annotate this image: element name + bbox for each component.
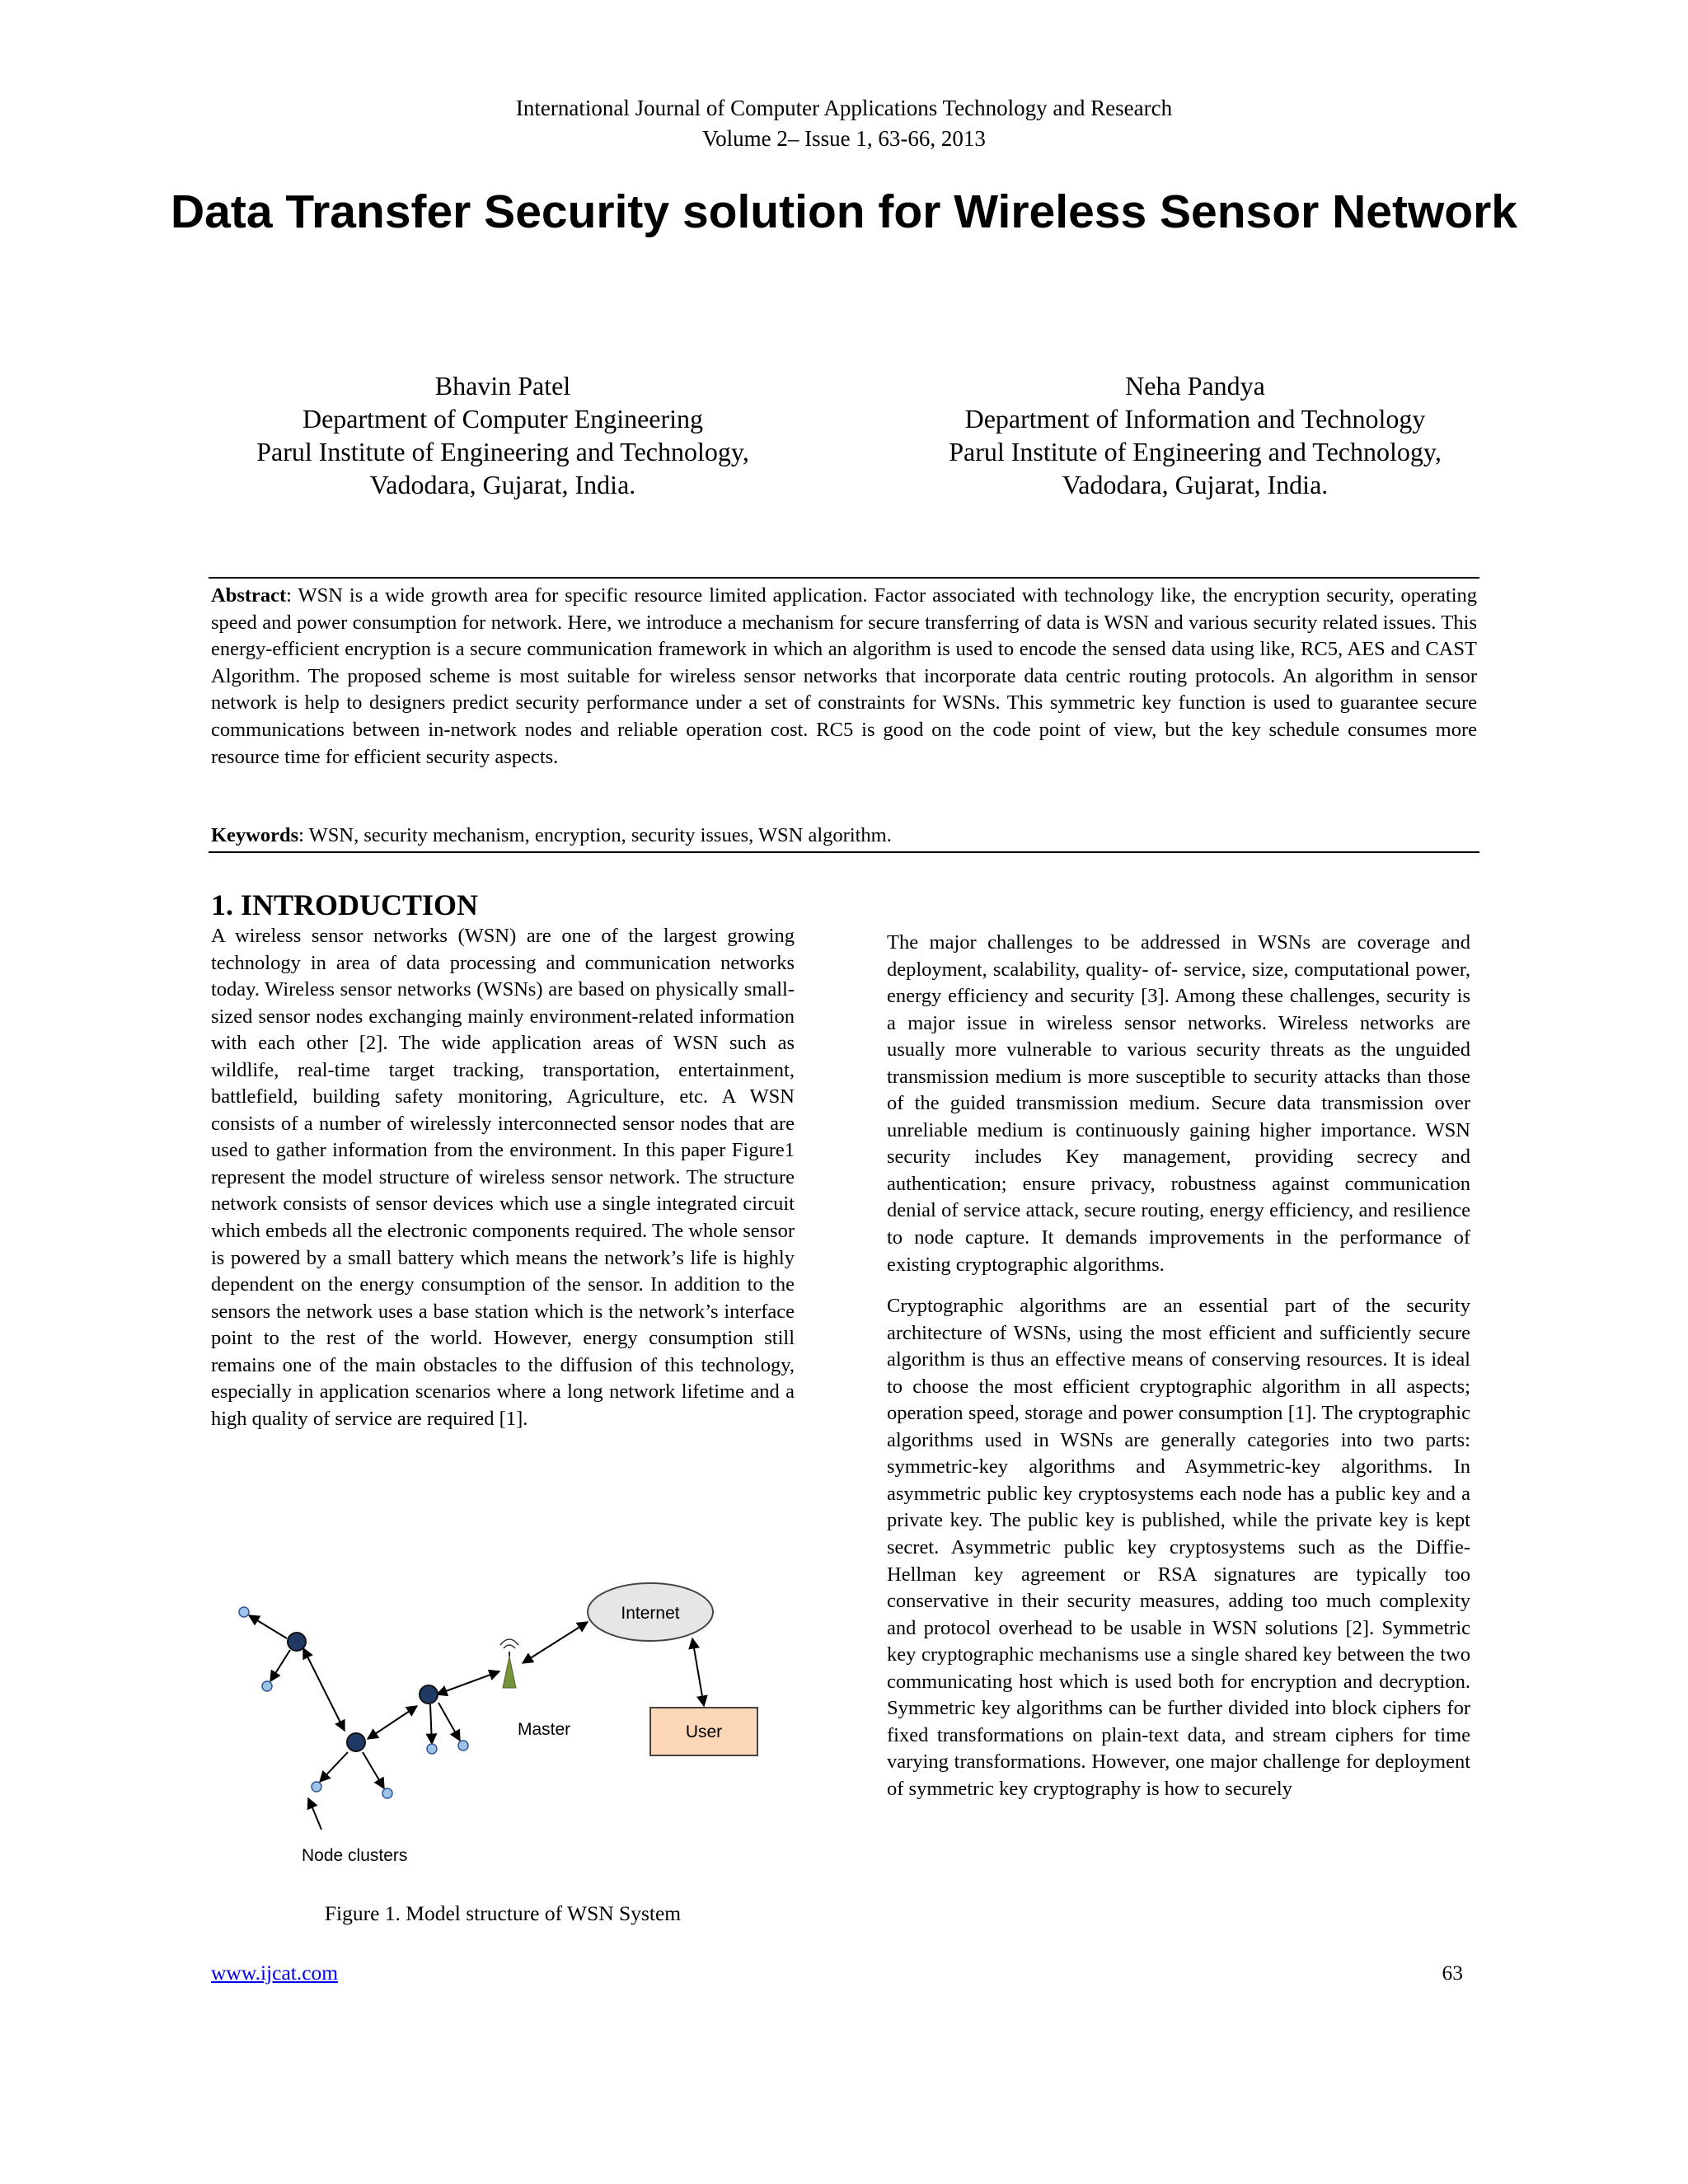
- author-name: Bhavin Patel: [434, 371, 571, 401]
- link-master-internet: [523, 1622, 588, 1663]
- journal-name: International Journal of Computer Applications Technology and Research: [515, 96, 1173, 120]
- author-location: Vadodara, Gujarat, India.: [1062, 470, 1329, 499]
- link-leaf: [249, 1615, 287, 1638]
- sensor-node: [458, 1741, 468, 1750]
- page-number: 63: [1442, 1961, 1463, 1985]
- link-cluster3-cluster2: [368, 1706, 417, 1739]
- right-column: [887, 930, 1470, 1818]
- user-label: User: [685, 1722, 723, 1741]
- master-label: Master: [518, 1720, 571, 1739]
- link-leaf: [438, 1703, 460, 1741]
- author-department: Department of Information and Technology: [964, 404, 1426, 434]
- sensor-node: [427, 1744, 437, 1754]
- link-leaf: [430, 1704, 432, 1744]
- sensor-node: [239, 1607, 249, 1617]
- abstract-text: : WSN is a wide growth area for specific resource limited application. Factor associated with technology like, the encryption security, operating speed and power consumption for network. Here, we introduce a mechanism for secure transferring of data is WSN and various security related issues. This energy-efficient encryption is a secure communication framework in which an algorithm is used to encode the sensed data using like, RC5, AES and CAST Algorithm. The proposed scheme is most suitable for wireless sensor networks that incorporate data centric routing protocols. An algorithm in sensor network is help to designers predict security performance under a set of constraints for WSNs. This symmetric key function is used to guarantee secure communications between in-network nodes and reliable operation cost. RC5 is good on the code point of view, but the key schedule consumes more resource time for efficient security aspects.: [211, 584, 1477, 768]
- link-internet-user: [692, 1638, 704, 1706]
- section-heading-introduction: 1. INTRODUCTION: [211, 888, 479, 921]
- journal-volume: Volume 2– Issue 1, 63-66, 2013: [702, 126, 986, 151]
- author-block-1: [198, 369, 808, 501]
- paper-title: Data Transfer Security solution for Wireless Sensor Network: [171, 185, 1517, 238]
- author-block-2: [874, 369, 1517, 501]
- left-column: [211, 923, 795, 1447]
- figure-1: [211, 1566, 795, 1879]
- wsn-diagram: [211, 1566, 795, 1879]
- keywords-label: Keywords: [211, 824, 299, 846]
- signal-icon: [500, 1639, 518, 1648]
- link-master-cluster3: [437, 1671, 499, 1694]
- author-location: Vadodara, Gujarat, India.: [369, 470, 636, 499]
- figure-caption: Figure 1. Model structure of WSN System: [324, 1901, 682, 1925]
- link-leaf: [320, 1752, 348, 1782]
- node-clusters-pointer: [308, 1798, 321, 1830]
- master-tower: [503, 1657, 516, 1688]
- intro-paragraph: A wireless sensor networks (WSN) are one of the largest growing technology in area of data processing and communication networks today. Wireless sensor networks (WSNs) are based on physically small-sized sensor nodes exchanging mainly environment-related information with each other [2]. The wide application areas of WSN such as wildlife, real-time target tracking, transportation, entertainment, battlefield, building safety monitoring, Agriculture, etc. A WSN consists of a number of wirelessly interconnected sensor nodes that are used to gather information from the environment. In this paper Figure1 represent the model structure of wireless sensor network. The structure network consists of sensor devices which use a single integrated circuit which embeds all the electronic components required. The whole sensor is powered by a small battery which means the network’s life is highly dependent on the energy consumption of the sensor. In addition to the sensors the network uses a base station which is the network’s interface point to the rest of the world. However, energy consumption still remains one of the main obstacles to the diffusion of this technology, especially in application scenarios where a long network lifetime and a high quality of service are required [1].: [211, 925, 795, 1430]
- sensor-node: [312, 1782, 321, 1792]
- author-department: Department of Computer Engineering: [302, 404, 704, 434]
- abstract-label: Abstract: [211, 584, 287, 607]
- journal-website-link[interactable]: www.ijcat.com: [211, 1961, 339, 1985]
- sensor-node: [262, 1681, 272, 1691]
- keywords: [211, 823, 1477, 849]
- link-cluster1-cluster2: [303, 1648, 345, 1731]
- keywords-text: : WSN, security mechanism, encryption, security issues, WSN algorithm.: [298, 824, 892, 846]
- cluster-head-node: [288, 1633, 306, 1651]
- internet-label: Internet: [621, 1604, 680, 1623]
- link-leaf: [270, 1650, 290, 1681]
- link-leaf: [363, 1752, 384, 1788]
- author-institute: Parul Institute of Engineering and Technology,: [256, 437, 749, 466]
- cluster-head-node: [347, 1733, 365, 1751]
- author-institute: Parul Institute of Engineering and Technology,: [949, 437, 1442, 466]
- cryptography-paragraph: Cryptographic algorithms are an essential part of the security architecture of WSNs, using the most efficient and sufficiently secure algorithm is thus an effective means of conserving resources. It is ideal to choose the most efficient cryptographic algorithm in all aspects; operation speed, storage and power consumption [1]. The cryptographic algorithms used in WSNs are generally categories into two parts: symmetric-key algorithms and Asymmetric-key algorithms. In asymmetric public key cryptosystems each node has a public key and a private key. The public key is published, while the private key is kept secret. Asymmetric public key cryptosystems such as the Diffie-Hellman key agreement or RSA signatures are typically too conservative in their security measures, adding too much complexity and protocol overhead to be usable in WSN solutions [2]. Symmetric key cryptographic mechanisms use a single shared key between the two communicating host which is used both for encryption and decryption. Symmetric key algorithms can be further divided into block ciphers for fixed transformations on plain-text data, and stream ciphers for time varying transformations. However, one major challenge for deployment of symmetric key cryptography is how to securely: [887, 1295, 1470, 1800]
- challenges-paragraph: The major challenges to be addressed in WSNs are coverage and deployment, scalability, quality- of- service, size, computational power, energy efficiency and security [3]. Among these challenges, security is a major issue in wireless sensor networks. Wireless networks are usually more vulnerable to various security threats as the unguided transmission medium is more susceptible to security attacks than those of the guided transmission medium. Secure data transmission over unreliable medium is continuously gaining higher importance. WSN security includes Key management, providing secrecy and authentication; ensure privacy, robustness against communication denial of service attack, secure routing, energy efficiency, and resilience to node capture. It demands improvements in the performance of existing cryptographic algorithms.: [887, 931, 1470, 1276]
- abstract: [211, 583, 1477, 771]
- node-clusters-label: Node clusters: [302, 1846, 408, 1865]
- author-name: Neha Pandya: [1125, 371, 1265, 401]
- abstract-top-rule: [209, 577, 1479, 579]
- keywords-bottom-rule: [209, 851, 1479, 853]
- sensor-node: [382, 1788, 392, 1798]
- cluster-head-node: [420, 1685, 438, 1704]
